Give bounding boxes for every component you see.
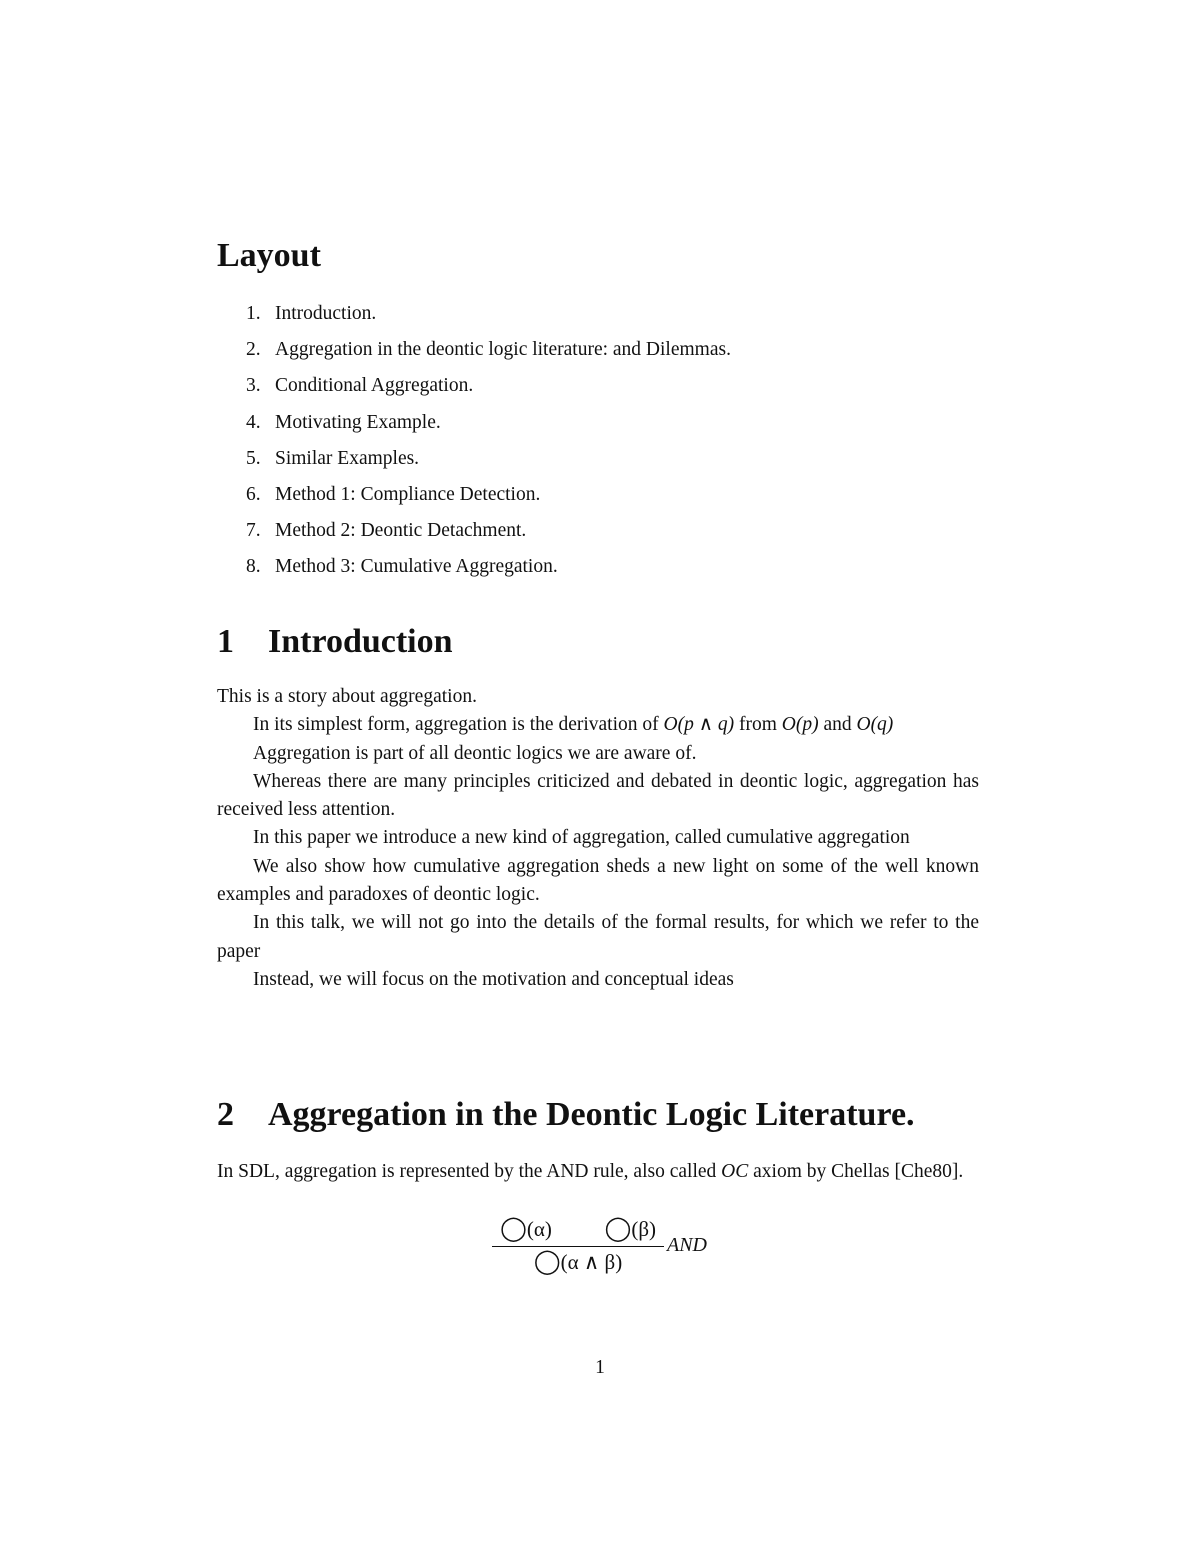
section-1-body	[217, 683, 979, 994]
text-run: and	[818, 714, 857, 736]
section-2-heading	[217, 1095, 979, 1136]
paragraph	[217, 711, 979, 739]
conclusion-text: (α ∧ β)	[560, 1250, 623, 1274]
premise-1	[500, 1214, 552, 1244]
layout-list-item	[246, 517, 731, 553]
list-item-number: 5.	[246, 447, 261, 469]
layout-heading: Layout	[217, 237, 321, 274]
conclusion	[492, 1247, 664, 1277]
text-run: from	[734, 714, 782, 736]
premise-text: (β)	[631, 1217, 656, 1241]
math-expression: O(p ∧ q)	[663, 714, 735, 736]
math-expression: O(q)	[856, 714, 894, 736]
obligation-circle-icon: ◯	[500, 1216, 527, 1242]
obligation-circle-icon: ◯	[533, 1249, 561, 1275]
text-run: In its simplest form, aggregation is the derivation of	[253, 714, 664, 736]
list-item-text: Conditional Aggregation.	[275, 375, 474, 397]
list-item-number: 8.	[246, 556, 261, 578]
and-rule-formula	[492, 1214, 752, 1284]
rule-name: AND	[667, 1234, 707, 1256]
list-item-number: 2.	[246, 339, 261, 361]
layout-list-item	[246, 409, 731, 445]
paragraph: Whereas there are many principles criticized and debated in deontic logic, aggregation has received less attention.	[217, 770, 979, 821]
text-run: In SDL, aggregation is represented by the AND rule, also called	[217, 1161, 722, 1182]
page-number: 1	[595, 1357, 605, 1378]
paragraph: Instead, we will focus on the motivation and conceptual ideas	[253, 968, 734, 990]
section-2-body	[217, 1158, 979, 1186]
section-number: 2	[217, 1096, 234, 1133]
list-item-text: Introduction.	[275, 303, 377, 324]
list-item-number: 3.	[246, 375, 261, 397]
paragraph: We also show how cumulative aggregation sheds a new light on some of the well known examples and paradoxes of deontic logic.	[217, 855, 979, 906]
layout-list-item	[246, 372, 731, 408]
section-1-heading	[217, 622, 979, 663]
list-item-text: Aggregation in the deontic logic literature: and Dilemmas.	[275, 339, 731, 361]
layout-list	[246, 300, 731, 590]
section-number: 1	[217, 623, 234, 660]
list-item-number: 6.	[246, 483, 261, 505]
list-item-number: 7.	[246, 520, 261, 542]
inference-fraction	[492, 1214, 664, 1277]
paragraph: Aggregation is part of all deontic logics we are aware of.	[253, 742, 697, 764]
layout-list-item	[246, 553, 731, 589]
premise-2	[604, 1214, 656, 1244]
layout-list-item	[246, 300, 731, 336]
paragraph	[217, 1158, 979, 1186]
list-item-text: Method 1: Compliance Detection.	[275, 483, 541, 505]
list-item-number: 4.	[246, 411, 261, 433]
paragraph: In this paper we introduce a new kind of aggregation, called cumulative aggregation	[253, 827, 910, 849]
list-item-text: Similar Examples.	[275, 447, 420, 469]
text-run: axiom by Chellas [Che80].	[748, 1161, 964, 1182]
layout-list-item	[246, 336, 731, 372]
section-title: Introduction	[268, 623, 453, 660]
layout-list-item	[246, 481, 731, 517]
paragraph: This is a story about aggregation.	[217, 686, 477, 707]
layout-list-item	[246, 445, 731, 481]
premise-text: (α)	[526, 1217, 552, 1241]
math-expression: OC	[721, 1161, 749, 1182]
paragraph: In this talk, we will not go into the details of the formal results, for which we refer to the paper	[217, 912, 979, 962]
list-item-number: 1.	[246, 303, 261, 324]
obligation-circle-icon: ◯	[604, 1216, 632, 1242]
math-expression: O(p)	[781, 714, 819, 736]
list-item-text: Motivating Example.	[275, 411, 441, 433]
premises	[492, 1214, 664, 1244]
list-item-text: Method 2: Deontic Detachment.	[275, 520, 527, 542]
list-item-text: Method 3: Cumulative Aggregation.	[275, 556, 558, 578]
section-title: Aggregation in the Deontic Logic Literature.	[268, 1096, 915, 1133]
